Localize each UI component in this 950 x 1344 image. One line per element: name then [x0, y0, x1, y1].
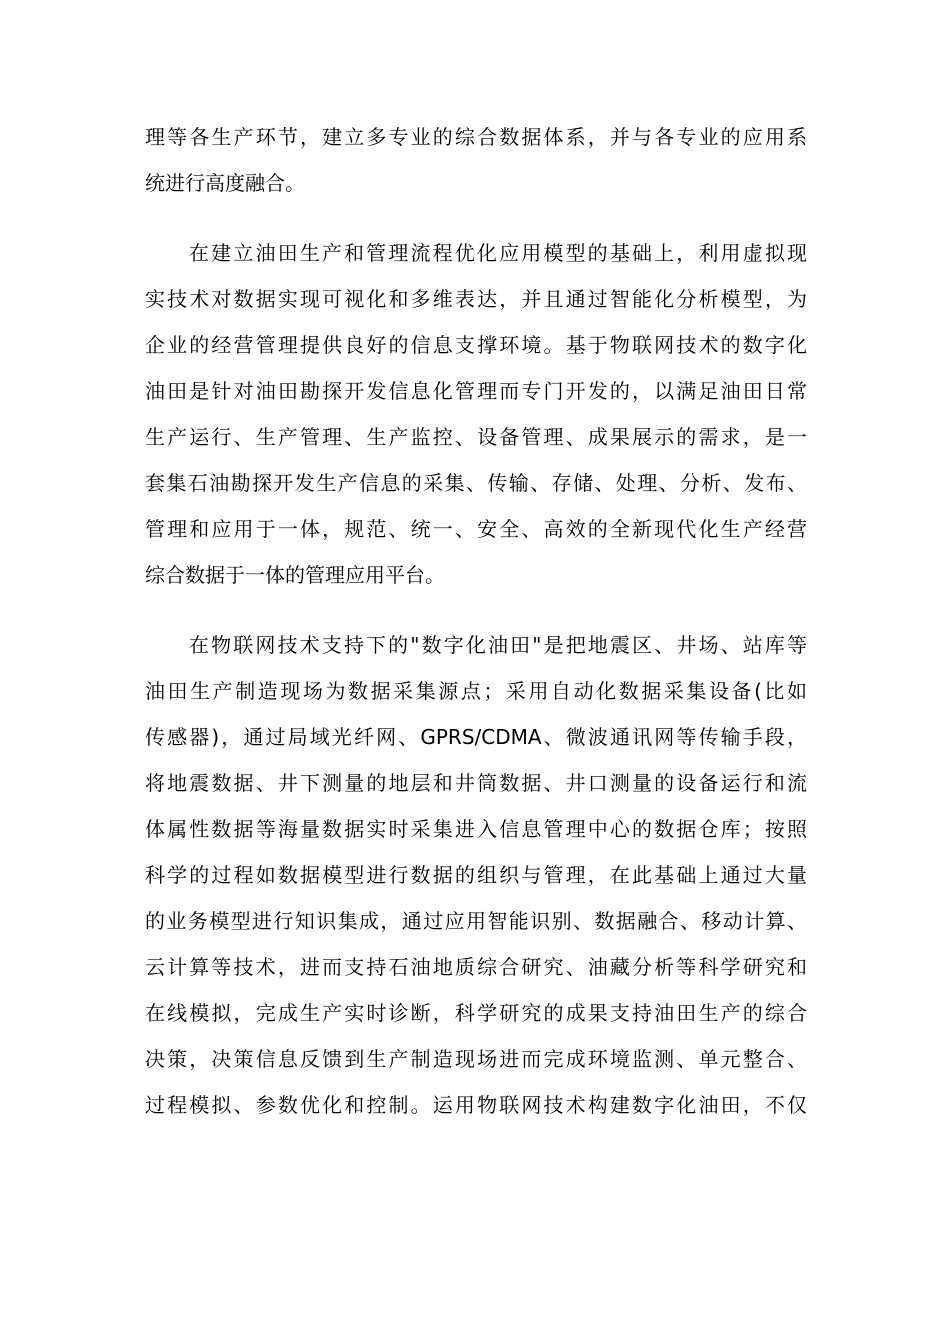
- text-line: 生产运行、生产管理、生产监控、设备管理、成果展示的需求，是一: [145, 425, 807, 449]
- text-line: 将地震数据、井下测量的地层和井筒数据、井口测量的设备运行和流: [145, 771, 807, 795]
- text-line: 在线模拟，完成生产实时诊断，科学研究的成果支持油田生产的综合: [145, 1001, 807, 1025]
- text-line: 综合数据于一体的管理应用平台。: [145, 563, 445, 587]
- text-line: 统进行高度融合。: [145, 171, 305, 195]
- text-line: 实技术对数据实现可视化和多维表达，并且通过智能化分析模型，为: [145, 287, 807, 311]
- text-line: 理等各生产环节，建立多专业的综合数据体系，并与各专业的应用系: [145, 125, 807, 149]
- paragraph-1: [145, 114, 807, 206]
- text-line: 油田生产制造现场为数据采集源点；采用自动化数据采集设备(比如: [145, 679, 807, 703]
- paragraph-spacer: [145, 206, 807, 230]
- paragraph-spacer: [145, 598, 807, 622]
- text-line: 管理和应用于一体，规范、统一、安全、高效的全新现代化生产经营: [145, 517, 807, 541]
- text-line: 套集石油勘探开发生产信息的采集、传输、存储、处理、分析、发布、: [145, 471, 807, 495]
- paragraph-3: [145, 622, 807, 1128]
- text-line: 的业务模型进行知识集成，通过应用智能识别、数据融合、移动计算、: [145, 909, 807, 933]
- text-line: 在建立油田生产和管理流程优化应用模型的基础上，利用虚拟现: [189, 241, 807, 265]
- text-line: 云计算等技术，进而支持石油地质综合研究、油藏分析等科学研究和: [145, 955, 807, 979]
- text-line: 企业的经营管理提供良好的信息支撑环境。基于物联网技术的数字化: [145, 333, 807, 357]
- paragraph-2: [145, 230, 807, 598]
- text-line: 在物联网技术支持下的"数字化油田"是把地震区、井场、站库等: [189, 633, 807, 657]
- text-line: 决策，决策信息反馈到生产制造现场进而完成环境监测、单元整合、: [145, 1047, 807, 1071]
- text-line: 过程模拟、参数优化和控制。运用物联网技术构建数字化油田，不仅: [145, 1093, 807, 1117]
- text-line: 传感器)，通过局域光纤网、GPRS/CDMA、微波通讯网等传输手段，: [145, 725, 807, 749]
- text-column: [145, 114, 807, 1128]
- text-line: 油田是针对油田勘探开发信息化管理而专门开发的，以满足油田日常: [145, 379, 807, 403]
- text-line: 体属性数据等海量数据实时采集进入信息管理中心的数据仓库；按照: [145, 817, 807, 841]
- text-line: 科学的过程如数据模型进行数据的组织与管理，在此基础上通过大量: [145, 863, 807, 887]
